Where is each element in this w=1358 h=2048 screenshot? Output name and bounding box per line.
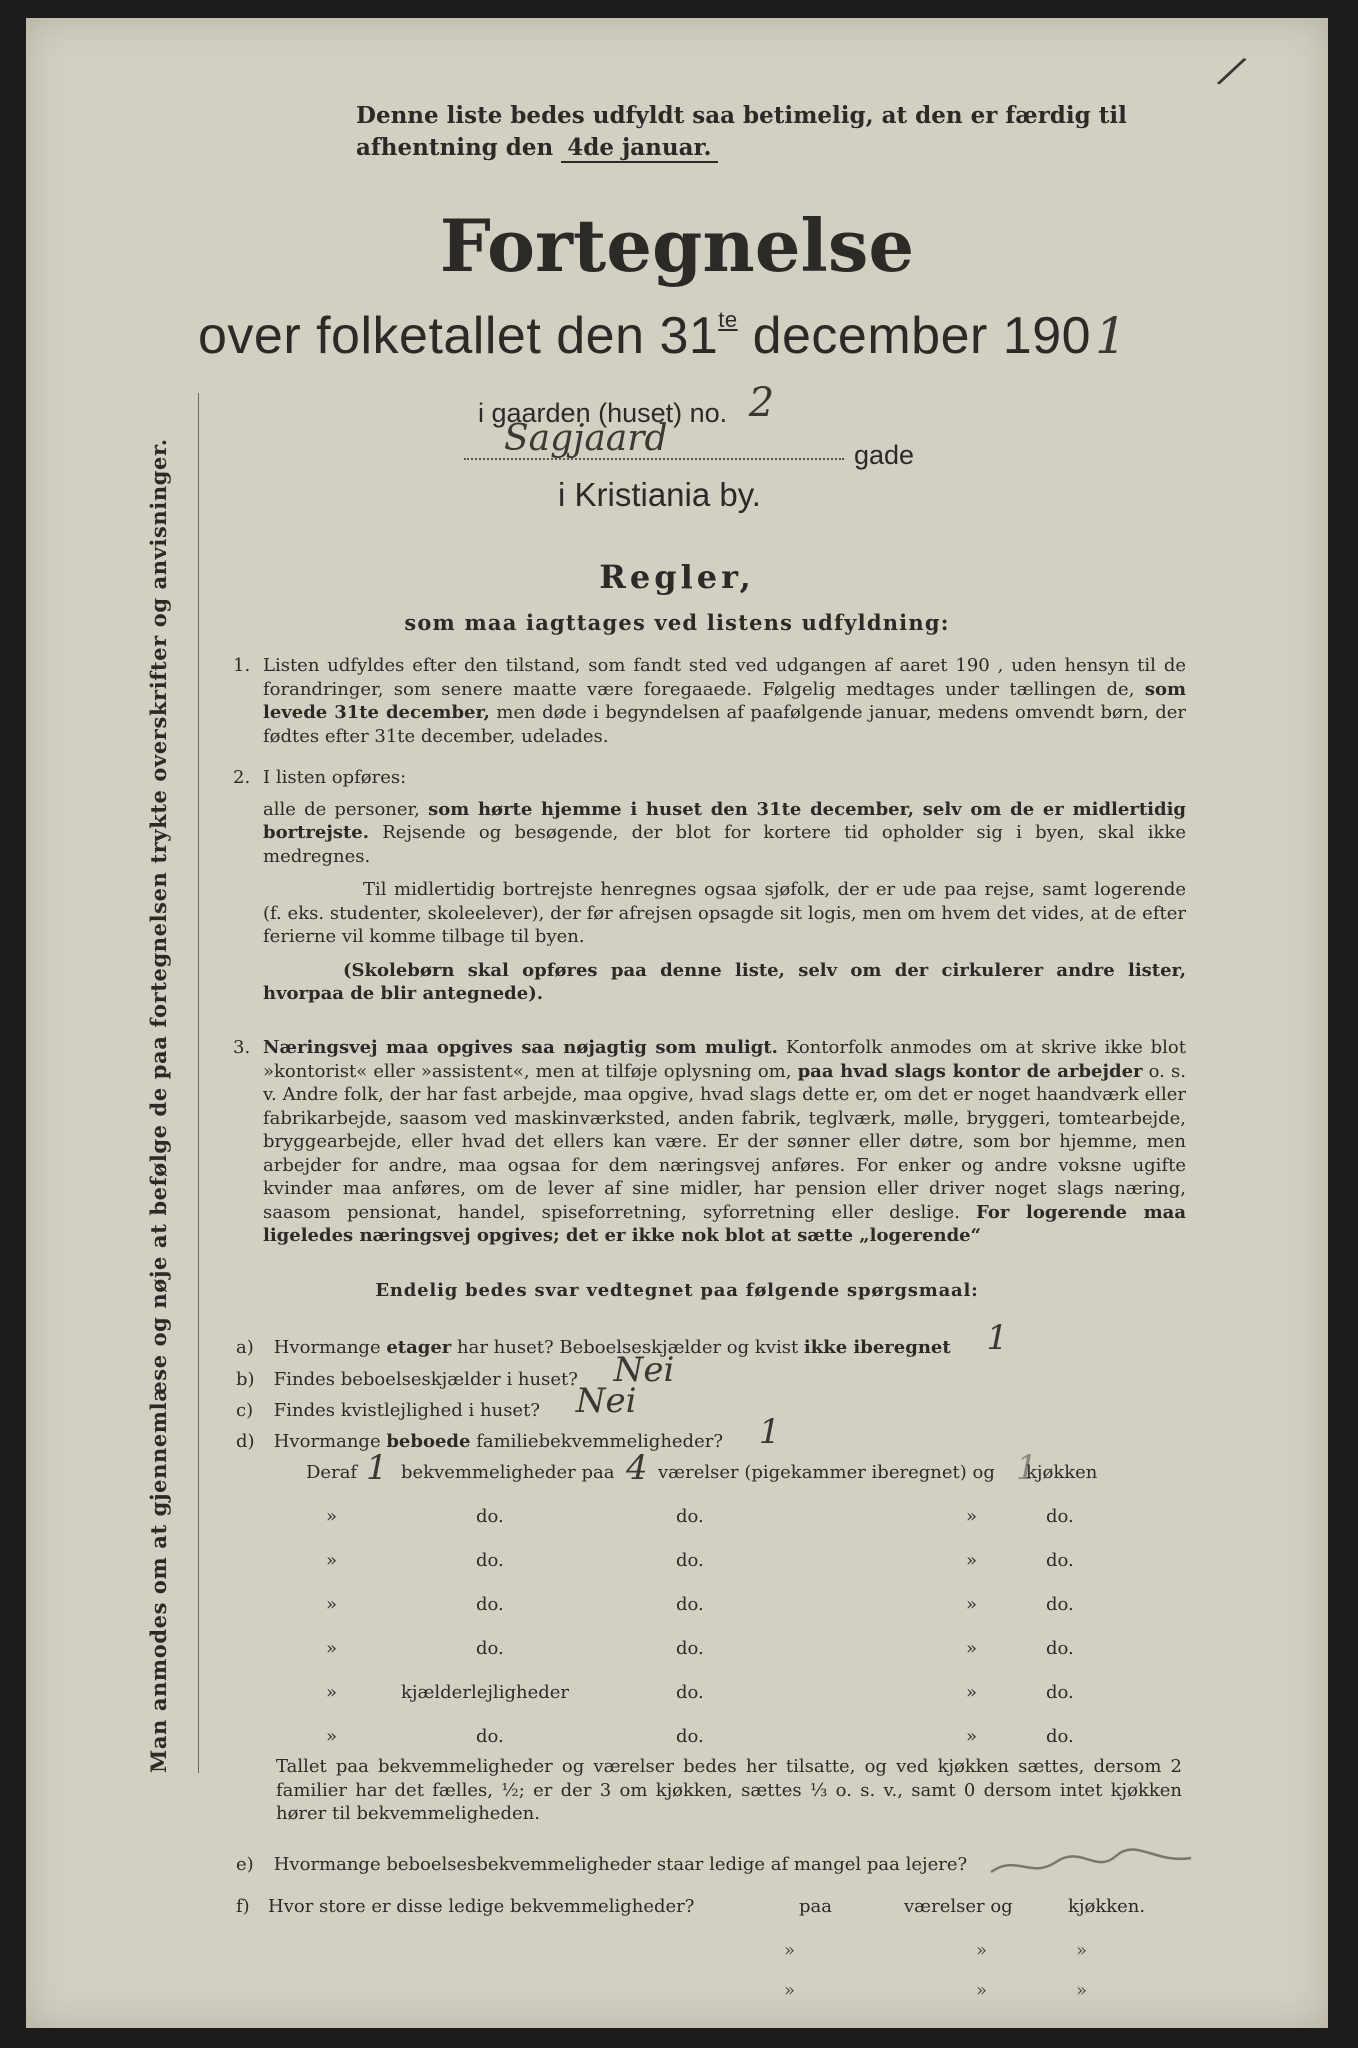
ditto-do: do.: [676, 1506, 704, 1527]
rule-2: [211, 766, 1186, 1006]
rule-text: Listen udfyldes efter den tilstand, som fandt sted ved udgangen af aaret 190 , uden hensyn til de forandringer, som senere maatte være foregaaede. Følgelig medtages under tællingen de,: [263, 655, 1186, 700]
question-e: [236, 1854, 967, 1875]
ditto-mark: »: [966, 1506, 978, 1527]
handwritten-rooms: 4: [626, 1448, 648, 1488]
question-d: [236, 1412, 781, 1456]
pickup-notice: [356, 100, 1186, 164]
deraf-kjokken: kjøkken: [1026, 1462, 1098, 1483]
questions-title: Endelig bedes svar vedtegnet paa følgende spørgsmaal:: [375, 1280, 979, 1301]
ditto-mark: »: [966, 1550, 978, 1571]
question-text: har huset? Beboelseskjælder og kvist: [457, 1337, 799, 1358]
ditto-do: do.: [676, 1550, 704, 1571]
question-f-kjokken: kjøkken.: [1068, 1896, 1146, 1917]
ditto-do: do.: [1046, 1506, 1074, 1527]
house-label: i gaarden (huset) no.: [478, 398, 728, 428]
rule-text: men døde i begyndelsen af paafølgende januar, medens omvendt børn, der fødtes efter 31te december, udelades.: [263, 702, 1186, 747]
handwritten-street-name: Sagjaard: [504, 418, 668, 459]
notice-line-1: Denne liste bedes udfyldt saa betimelig, at den er færdig til: [356, 102, 1127, 129]
ditto-mark: »: [326, 1594, 338, 1615]
handwritten-answer: 1: [758, 1412, 781, 1452]
ditto-do: do.: [1046, 1638, 1074, 1659]
rule-text-bold: som levede 31te december,: [263, 678, 1186, 723]
subtitle-suffix: december 190: [752, 307, 1092, 365]
question-f-paa: paa: [799, 1896, 832, 1917]
question-text: Hvormange: [273, 1431, 381, 1452]
deraf-label: Deraf: [306, 1462, 358, 1483]
ditto-mark: »: [326, 1682, 338, 1703]
question-key: d): [236, 1431, 255, 1452]
question-key: a): [236, 1337, 254, 1358]
question-text-bold: beboede: [386, 1431, 471, 1452]
rule-number: 3.: [233, 1037, 251, 1058]
rule-text: Kontorfolk anmodes om at skrive ikke blot »kontorist« eller »assistent«, men at tilføje oplysning om,: [263, 1037, 1186, 1082]
ditto-do: do.: [1046, 1726, 1074, 1747]
corner-pencil-mark: /: [1217, 47, 1246, 95]
question-key: f): [236, 1896, 250, 1917]
ditto-do: do.: [676, 1726, 704, 1747]
subtitle-sup: te: [718, 307, 738, 332]
side-instruction: Man anmodes om at gjennemlæse og nøje at befølge de paa fortegnelsen trykte overskrifter og anvisninger.: [146, 438, 171, 1773]
rule-text-bold: For logerende maa ligeledes næringsvej opgives; det er ikke nok blot at sætte „logerende“: [263, 1201, 1186, 1246]
ditto-mark: »: [326, 1726, 338, 1747]
handwritten-kitchen: 1: [1016, 1448, 1038, 1488]
footnote: Tallet paa bekvemmeligheder og værelser bedes her tilsatte, og ved kjøkken sættes, dersom 2 familier har det fælles, ½; er der 3 om kjøkken, sættes ⅓ o. s. v., samt 0 dersom intet kjøkken hører til bekvemmeligheden.: [276, 1756, 1182, 1824]
question-text: Hvor store er disse ledige bekvemmeligheder?: [268, 1896, 695, 1917]
ditto-mark: »: [326, 1506, 338, 1527]
deraf-row: [281, 1448, 1161, 1490]
ditto-row: [281, 1506, 1161, 1534]
question-key: c): [236, 1400, 254, 1421]
ditto-row: [281, 1594, 1161, 1622]
ditto-row: [281, 1638, 1161, 1666]
deraf-bekv: bekvemmeligheder paa: [401, 1462, 615, 1483]
question-key: b): [236, 1369, 255, 1390]
form-title: Fortegnelse: [439, 203, 915, 288]
rule-2-paragraph-3: (Skolebørn skal opføres paa denne liste, selv om der cirkulerer andre lister, hvorpaa de blir antegnede).: [263, 959, 1186, 1004]
ditto-do: do.: [476, 1550, 504, 1571]
rules-title: Regler,: [599, 558, 755, 596]
ditto-do: do.: [476, 1726, 504, 1747]
question-key: e): [236, 1854, 254, 1875]
rule-text: I listen opføres:: [263, 767, 407, 788]
rule-text: o. s. v. Andre folk, der har fast arbejde, maa opgive, hvad slags dette er, om det er noget haandværk eller fabrikarbejde, saasom ved maskinværksted, anden fabrik, teglværk, mølle, bryggeri, tomtearbejde, bryggearbejde, eller hvad det ellers kan være. Er der sønner eller døtre, som bor hjemme, men arbejder for andre, maa ogsaa for dem næringsvej anføres. For enker og andre voksne ugifte kvinder maa anføres, om de lever af sine midler, har pension eller driver noget slags næring, saasom pensionat, handel, spiseforretning, syforretning eller deslige.: [263, 1060, 1186, 1223]
notice-line-2: afhentning den: [356, 134, 554, 161]
deraf-vaerelser: værelser (pigekammer iberegnet) og: [658, 1462, 995, 1483]
ditto-mark: »: [326, 1550, 338, 1571]
question-text: familiebekvemmeligheder?: [476, 1431, 723, 1452]
kjaelder-label: kjælderlejligheder: [401, 1682, 569, 1703]
rule-2-paragraph-1: [263, 798, 1186, 869]
ditto-do: do.: [1046, 1682, 1074, 1703]
question-text: Hvormange beboelsesbekvemmeligheder staar ledige af mangel paa lejere?: [273, 1854, 968, 1875]
ditto-do: do.: [1046, 1594, 1074, 1615]
rule-2-paragraph-2: Til midlertidig bortrejste henregnes ogsaa sjøfolk, der er ude paa rejse, samt logerende (f. eks. studenter, skoleelever), der før afrejsen opsagde sit logis, men om hvem det vides, at de efter ferierne vil komme tilbage til byen.: [263, 879, 1186, 947]
question-text-bold: ikke iberegnet: [803, 1337, 951, 1358]
ditto-do: do.: [476, 1506, 504, 1527]
ditto-mark: »: [326, 1638, 338, 1659]
rule-text-bold: Næringsvej maa opgives saa nøjagtig som muligt.: [263, 1037, 778, 1058]
handwritten-answer: 1: [986, 1318, 1009, 1358]
ditto-do: do.: [476, 1594, 504, 1615]
ditto-mark: »: [784, 1980, 796, 2001]
rule-number: 2.: [233, 767, 251, 788]
handwritten-count: 1: [366, 1448, 388, 1488]
ditto-do: do.: [676, 1594, 704, 1615]
ditto-row: [281, 1550, 1161, 1578]
rule-3: [211, 1036, 1186, 1248]
question-text: Hvormange: [273, 1337, 381, 1358]
question-text-bold: etager: [386, 1337, 452, 1358]
form-subtitle: [198, 306, 1127, 366]
rule-text-bold: paa hvad slags kontor de arbejder: [797, 1060, 1143, 1082]
ditto-mark: »: [966, 1638, 978, 1659]
handwritten-answer: Nei: [575, 1381, 637, 1421]
ditto-do: do.: [1046, 1550, 1074, 1571]
rule-text-bold: som hørte hjemme i huset den 31te december, selv om de er midlertidig bortrejste.: [263, 798, 1186, 843]
handwritten-year: 1: [1095, 307, 1128, 365]
question-f-vaerelser: værelser og: [904, 1896, 1013, 1917]
question-text: Findes kvistlejlighed i huset?: [273, 1400, 540, 1421]
ditto-do: do.: [476, 1638, 504, 1659]
ditto-do: do.: [676, 1638, 704, 1659]
ditto-row: [281, 1726, 1161, 1754]
subtitle-text: over folketallet den 31: [198, 307, 719, 365]
rule-number: 1.: [233, 655, 251, 676]
ditto-mark: »: [966, 1682, 978, 1703]
ditto-mark: »: [966, 1726, 978, 1747]
rule-text: Rejsende og besøgende, der blot for kortere tid opholder sig i byen, skal ikke medregnes.: [263, 822, 1186, 867]
side-rule: [198, 393, 199, 1773]
pickup-date: 4de januar.: [561, 134, 717, 163]
handwritten-answer: Nei: [613, 1350, 675, 1390]
ditto-mark: »: [976, 1940, 988, 1961]
ditto-do: do.: [676, 1682, 704, 1703]
street-suffix: gade: [854, 440, 915, 470]
rule-text: alle de personer,: [263, 798, 420, 820]
ditto-row-kjaelder: [281, 1682, 1161, 1710]
question-text: Findes beboelseskjælder i huset?: [273, 1369, 578, 1390]
ditto-mark: »: [976, 1980, 988, 2001]
ditto-mark: »: [966, 1594, 978, 1615]
census-form-page: [26, 18, 1328, 2028]
street-line: [464, 418, 934, 468]
rules-subtitle: som maa iagttages ved listens udfyldning:: [404, 610, 950, 635]
ditto-mark: »: [1076, 1980, 1088, 2001]
rule-1: [211, 654, 1186, 748]
handwritten-house-number: 2: [748, 380, 775, 426]
ditto-mark: »: [1076, 1940, 1088, 1961]
ditto-mark: »: [784, 1940, 796, 1961]
handwritten-dash-scribble: [986, 1844, 1196, 1884]
city-line: i Kristiania by.: [558, 476, 761, 513]
